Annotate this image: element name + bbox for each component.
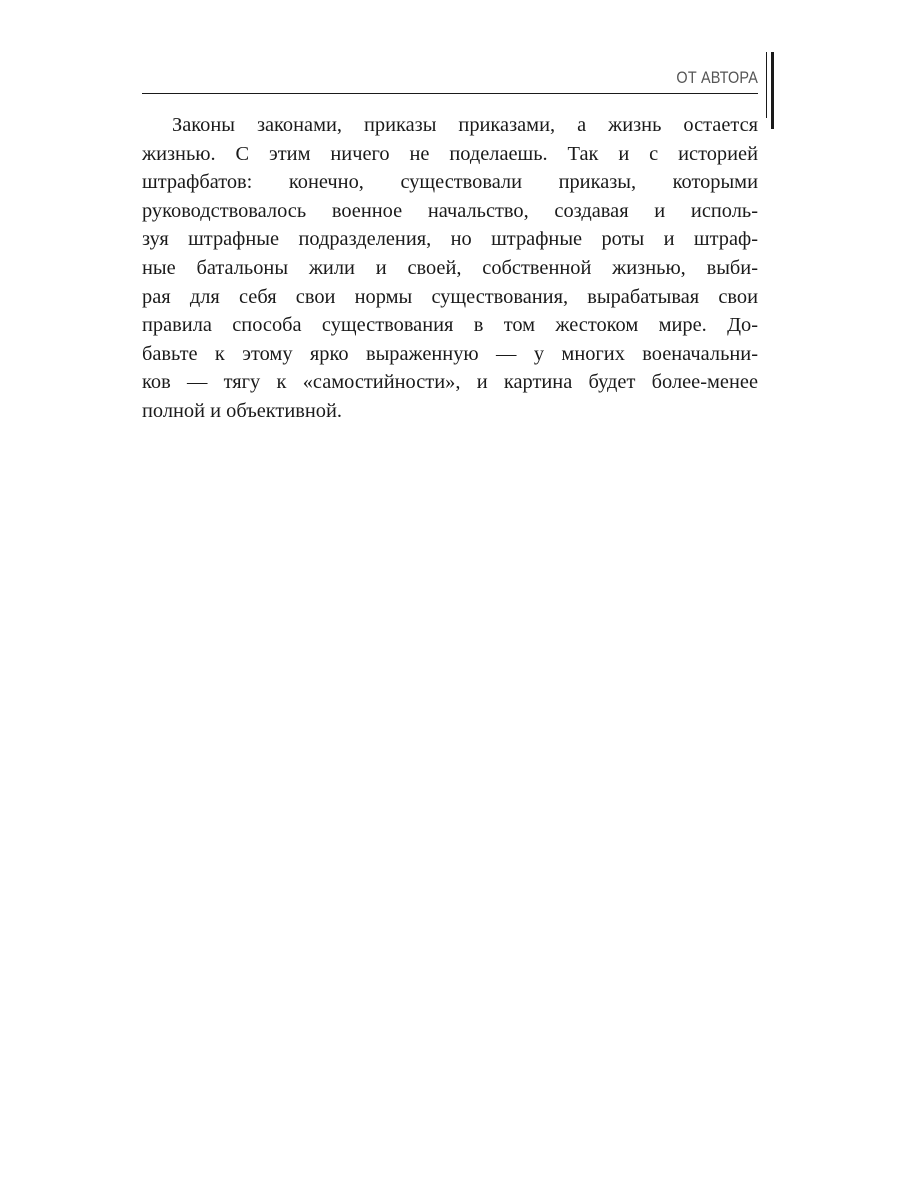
running-head-title: ОТ АВТОРА xyxy=(676,68,758,87)
text-line: рая для себя свои нормы существования, вырабатывая свои xyxy=(142,285,758,308)
running-head xyxy=(142,58,758,94)
text-line: правила способа существования в том жестоком мире. До- xyxy=(142,314,758,337)
text-line: ные батальоны жили и своей, собственной жизнью, выби- xyxy=(142,256,758,279)
text-line: жизнью. С этим ничего не поделаешь. Так и с историей xyxy=(142,142,758,165)
text-line: штрафбатов: конечно, существовали приказы, которыми xyxy=(142,171,758,194)
text-line: полной и объективной. xyxy=(142,399,343,422)
margin-rule-thin xyxy=(766,52,767,118)
body-paragraph xyxy=(142,111,758,426)
text-line: руководствовалось военное начальство, создавая и исполь- xyxy=(142,199,758,222)
margin-rule-thick xyxy=(771,52,774,129)
text-line: зуя штрафные подразделения, но штрафные роты и штраф- xyxy=(142,228,758,251)
text-line: Законы законами, приказы приказами, а жизнь остается xyxy=(172,114,758,136)
text-line: ков — тягу к «самостийности», и картина будет более-менее xyxy=(142,371,758,394)
text-line: бавьте к этому ярко выраженную — у многих военачальни- xyxy=(142,342,758,365)
